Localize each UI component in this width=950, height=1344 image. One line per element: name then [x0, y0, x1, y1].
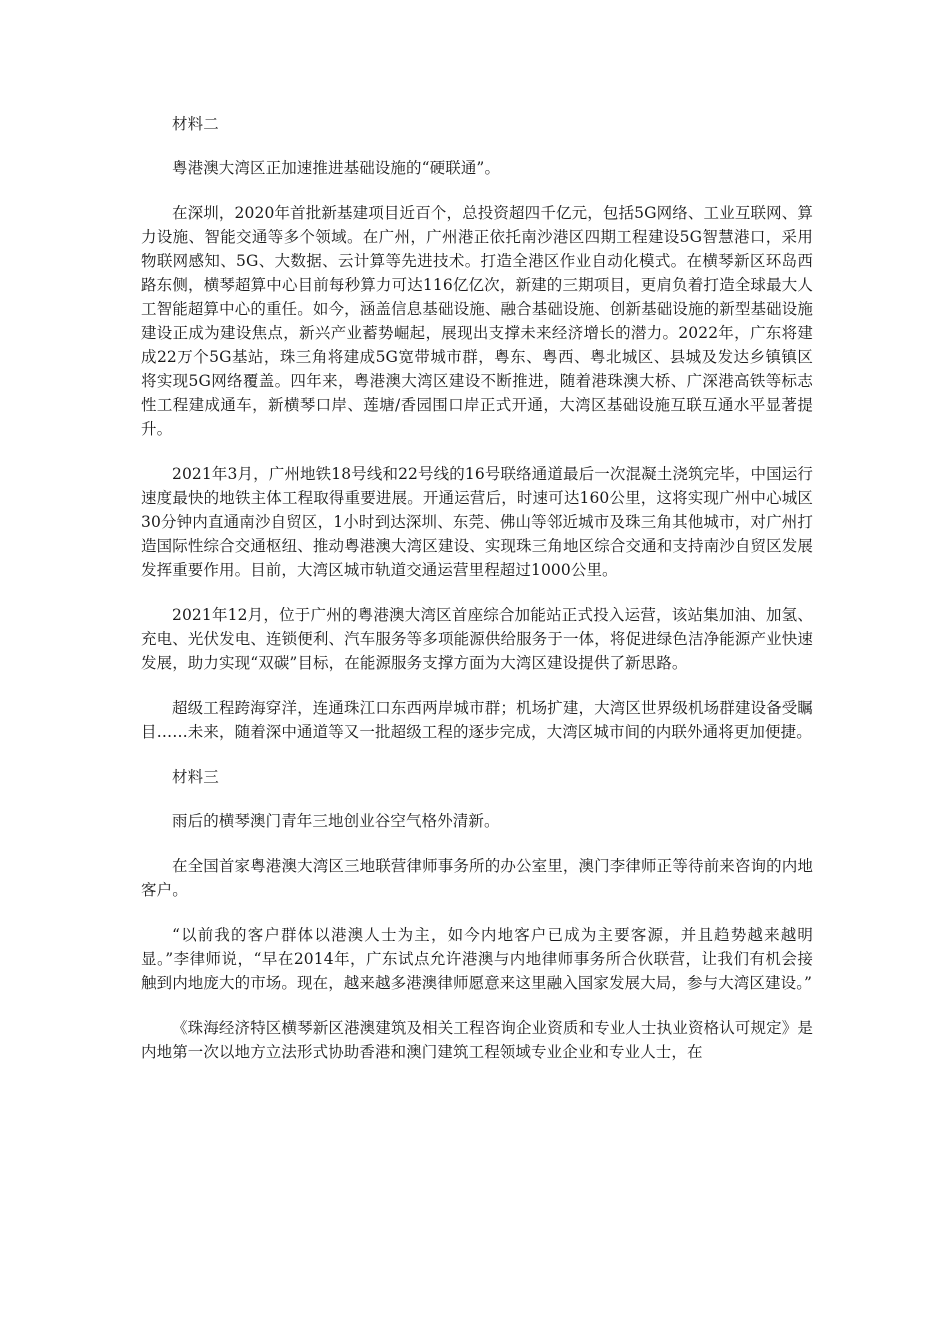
paragraph: 粤港澳大湾区正加速推进基础设施的“硬联通”。	[172, 159, 501, 177]
paragraph: 2021年3月，广州地铁18号线和22号线的16号联络通道最后一次混凝土浇筑完毕，中国运行速度最快的地铁主体工程取得重要进展。开通运营后，时速可达160公里，这将实现广州中心城区30分钟内直通南沙自贸区，1小时到达深圳、东莞、佛山等邻近城市及珠三角其他城市，对广州打造国际性综合交通枢纽、推动粤港澳大湾区建设、实现珠三角地区综合交通和支持南沙自贸区发展发挥重要作用。目前，大湾区城市轨道交通运营里程超过1000公里。	[141, 465, 813, 579]
paragraph: 《珠海经济特区横琴新区港澳建筑及相关工程咨询企业资质和专业人士执业资格认可规定》是内地第一次以地方立法形式协助香港和澳门建筑工程领域专业企业和专业人士，在	[141, 1019, 813, 1061]
paragraph: 2021年12月，位于广州的粤港澳大湾区首座综合加能站正式投入运营，该站集加油、加氢、充电、光伏发电、连锁便利、汽车服务等多项能源供给服务于一体，将促进绿色洁净能源产业快速发展，助力实现“双碳”目标，在能源服务支撑方面为大湾区建设提供了新思路。	[141, 606, 813, 672]
document-body	[141, 112, 813, 1085]
paragraph: 在深圳，2020年首批新基建项目近百个，总投资超四千亿元，包括5G网络、工业互联网、算力设施、智能交通等多个领域。在广州，广州港正依托南沙港区四期工程建设5G智慧港口，采用物联网感知、5G、大数据、云计算等先进技术。打造全港区作业自动化模式。在横琴新区环岛西路东侧，横琴超算中心目前每秒算力可达116亿亿次，新建的三期项目，更肩负着打造全球最大人工智能超算中心的重任。如今，涵盖信息基础设施、融合基础设施、创新基础设施的新型基础设施建设正成为建设焦点，新兴产业蓄势崛起，展现出支撑未来经济增长的潜力。2022年，广东将建成22万个5G基站，珠三角将建成5G宽带城市群，粤东、粤西、粤北城区、县城及发达乡镇镇区将实现5G网络覆盖。四年来，粤港澳大湾区建设不断推进，随着港珠澳大桥、广深港高铁等标志性工程建成通车，新横琴口岸、莲塘/香园围口岸正式开通，大湾区基础设施互联互通水平显著提升。	[141, 204, 813, 438]
paragraph: 在全国首家粤港澳大湾区三地联营律师事务所的办公室里，澳门李律师正等待前来咨询的内地客户。	[141, 857, 813, 899]
section-heading-material-2: 材料二	[172, 115, 219, 133]
paragraph: 超级工程跨海穿洋，连通珠江口东西两岸城市群；机场扩建，大湾区世界级机场群建设备受瞩目……未来，随着深中通道等又一批超级工程的逐步完成，大湾区城市间的内联外通将更加便捷。	[141, 699, 813, 741]
paragraph: “以前我的客户群体以港澳人士为主，如今内地客户已成为主要客源，并且趋势越来越明显。”李律师说，“早在2014年，广东试点允许港澳与内地律师事务所合伙联营，让我们有机会接触到内地庞大的市场。现在，越来越多港澳律师愿意来这里融入国家发展大局，参与大湾区建设。”	[141, 926, 813, 992]
section-heading-material-3: 材料三	[172, 768, 219, 786]
paragraph: 雨后的横琴澳门青年三地创业谷空气格外清新。	[172, 812, 500, 830]
